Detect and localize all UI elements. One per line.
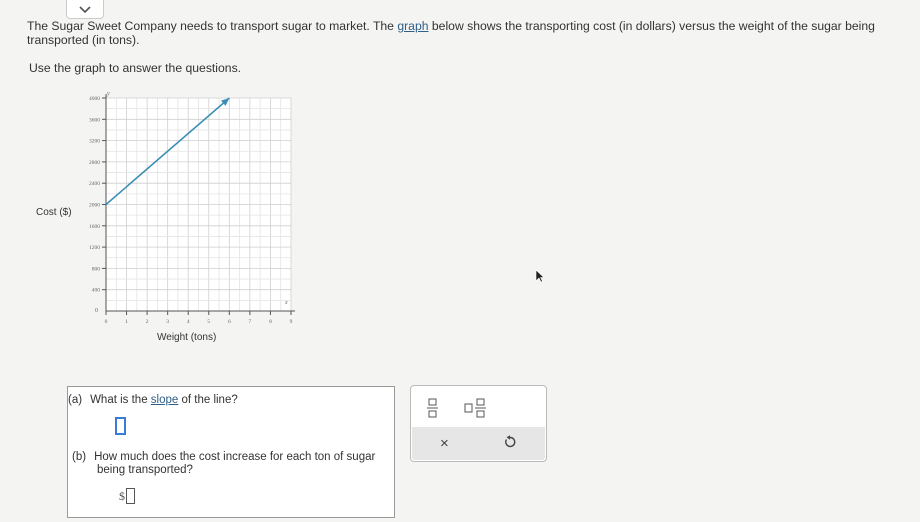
undo-button[interactable] <box>503 435 517 454</box>
y-tick-label: 2000 <box>89 202 100 209</box>
mixed-number-icon <box>464 398 488 418</box>
mixed-number-button[interactable] <box>464 398 488 423</box>
x-axis-label: Weight (tons) <box>157 332 217 343</box>
y-tick-label: 1600 <box>89 223 100 230</box>
y-tick-label: 3600 <box>89 117 100 124</box>
chevron-down-icon <box>78 5 92 14</box>
x-axis-var: x <box>285 300 288 306</box>
slope-link[interactable]: slope <box>150 394 179 406</box>
graph-grid <box>106 94 295 311</box>
x-tick-label: 7 <box>248 319 252 325</box>
x-tick-label: 6 <box>227 319 231 325</box>
mouse-cursor-icon <box>535 269 545 283</box>
problem-statement <box>27 19 917 47</box>
y-tick-label: 2400 <box>89 181 100 188</box>
y-axis-label: Cost ($) <box>36 207 72 218</box>
dollar-prefix: $ <box>119 489 125 503</box>
close-icon: × <box>440 435 449 452</box>
clear-button[interactable] <box>440 435 449 452</box>
instruction-text: Use the graph to answer the questions. <box>29 61 242 75</box>
question-b: (b) How much does the cost increase for each ton of sugar being transported? <box>72 451 376 476</box>
cost-increase-input[interactable] <box>126 488 135 504</box>
cost-vs-weight-graph <box>30 80 300 350</box>
fraction-button[interactable] <box>427 398 439 423</box>
graph-link[interactable]: graph <box>397 19 429 33</box>
intro-text: The Sugar Sweet Company needs to transport sugar to market. The <box>27 19 398 33</box>
y-tick-label: 1200 <box>89 245 100 252</box>
x-tick-label: 8 <box>269 319 272 325</box>
x-tick-label: 1 <box>125 319 128 325</box>
undo-icon <box>503 435 517 449</box>
toolbar-action-bar <box>412 427 545 460</box>
x-tick-label: 3 <box>166 319 170 325</box>
x-tick-label: 2 <box>145 319 149 325</box>
answer-box <box>67 386 395 518</box>
fraction-icon <box>427 398 439 418</box>
x-tick-label: 4 <box>186 319 190 325</box>
y-tick-label: 400 <box>91 287 100 294</box>
y-tick-label: 800 <box>91 266 100 273</box>
x-tick-label: 9 <box>289 319 293 325</box>
origin-label: 0 <box>95 308 98 314</box>
question-a: (a) What is the slope of the line? <box>68 394 238 406</box>
y-tick-label: 3200 <box>89 138 100 145</box>
y-tick-label: 4000 <box>89 96 100 102</box>
x-tick-label: 0 <box>104 319 108 325</box>
math-toolbar <box>410 385 547 462</box>
collapse-toggle[interactable] <box>66 0 104 19</box>
y-axis-var: y <box>107 91 110 97</box>
slope-answer-input[interactable] <box>116 418 125 434</box>
x-tick-label: 5 <box>207 319 211 325</box>
intro-text-end: below shows the transporting cost (in dollars) versus the weight of the sugar being transported (in tons). <box>27 19 875 47</box>
y-tick-label: 2800 <box>89 159 100 166</box>
